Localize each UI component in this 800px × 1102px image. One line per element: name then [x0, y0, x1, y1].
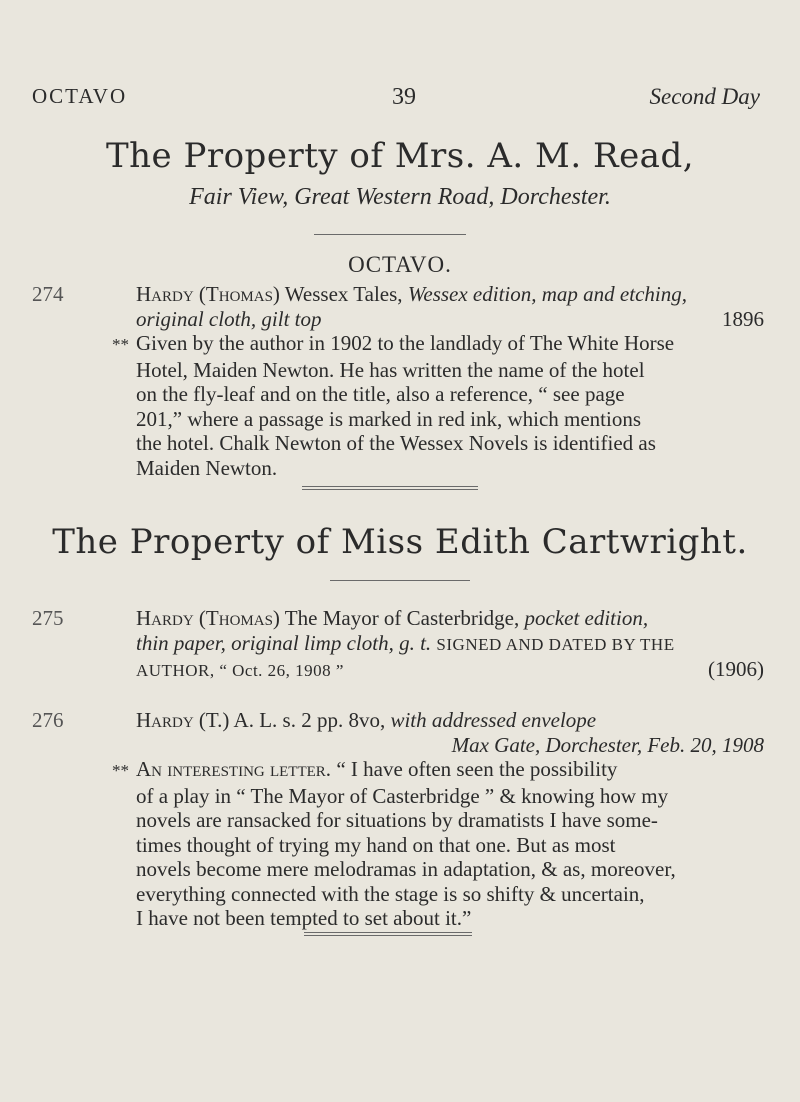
lot-description: pocket edition,: [524, 606, 649, 630]
lot-description: original cloth, gilt top: [136, 306, 322, 331]
lot-note-line: of a play in “ The Mayor of Casterbridge ” & knowing how my: [136, 783, 669, 808]
lot-note-line: the hotel. Chalk Newton of the Wessex Novels is identified as: [136, 431, 656, 455]
provenance-heading: The Property of Miss Edith Cartwright.: [52, 522, 748, 562]
provenance-heading: The Property of Mrs. A. M. Read,: [105, 136, 695, 176]
divider-rule: [330, 580, 470, 581]
note-asterisks: **: [112, 335, 129, 354]
lot-year: (1906): [708, 657, 764, 681]
lot-note-line: novels are ransacked for situations by dramatists I have some-: [136, 808, 658, 832]
lot-note-line: Hotel, Maiden Newton. He has written the name of the hotel: [136, 357, 645, 382]
format-label: OCTAVO: [32, 84, 128, 108]
lot-note-line: Maiden Newton.: [136, 455, 278, 480]
lot-description: A. L. s. 2 pp. 8vo,: [233, 708, 386, 732]
lot-note-line: “ I have often seen the possibility: [336, 757, 618, 781]
lot-number: 274: [32, 282, 64, 306]
lot-year: 1896: [722, 306, 764, 331]
lot-author: Hardy (Thomas): [136, 282, 280, 306]
lot-title: Wessex Tales,: [284, 282, 403, 306]
lot-number: 275: [32, 606, 64, 630]
lot-signed-note: AUTHOR, “ Oct. 26, 1908 ”: [136, 661, 344, 680]
lot-note-line: Given by the author in 1902 to the landlady of The White Horse: [136, 331, 675, 355]
running-head: [32, 84, 760, 118]
lot-place-date: Max Gate, Dorchester, Feb. 20, 1908: [451, 732, 764, 757]
lot-signed-note: SIGNED AND DATED BY THE: [436, 634, 675, 654]
lot-number: 276: [32, 708, 64, 732]
lot-description: with addressed envelope: [390, 708, 597, 732]
lot-note-line: on the fly-leaf and on the title, also a reference, “ see page: [136, 382, 625, 406]
divider-rule: [314, 234, 466, 235]
divider-rule: [304, 932, 472, 936]
lot-note-line: times thought of trying my hand on that one. But as most: [136, 832, 616, 857]
lot-note-line: everything connected with the stage is so shifty & uncertain,: [136, 881, 645, 906]
section-heading: OCTAVO.: [348, 252, 452, 277]
page-number: 39: [392, 84, 416, 110]
lot-note-line: 201,” where a passage is marked in red ink, which mentions: [136, 406, 642, 431]
lot-note-line: novels become mere melodramas in adaptation, & as, moreover,: [136, 857, 676, 881]
lot-author: Hardy (T.): [136, 708, 230, 732]
sale-day: Second Day: [649, 84, 760, 109]
lot-description: Wessex edition, map and etching,: [407, 282, 687, 306]
note-asterisks: **: [112, 761, 129, 780]
lot-author: Hardy (Thomas): [136, 606, 280, 630]
lot-note-lead: An interesting letter.: [136, 757, 332, 781]
provenance-address: Fair View, Great Western Road, Dorchester.: [189, 184, 611, 210]
lot-title: The Mayor of Casterbridge,: [284, 606, 520, 630]
lot-note-line: I have not been tempted to set about it.”: [136, 906, 472, 930]
divider-rule: [302, 486, 478, 490]
lot-description: thin paper, original limp cloth, g. t.: [136, 630, 432, 655]
